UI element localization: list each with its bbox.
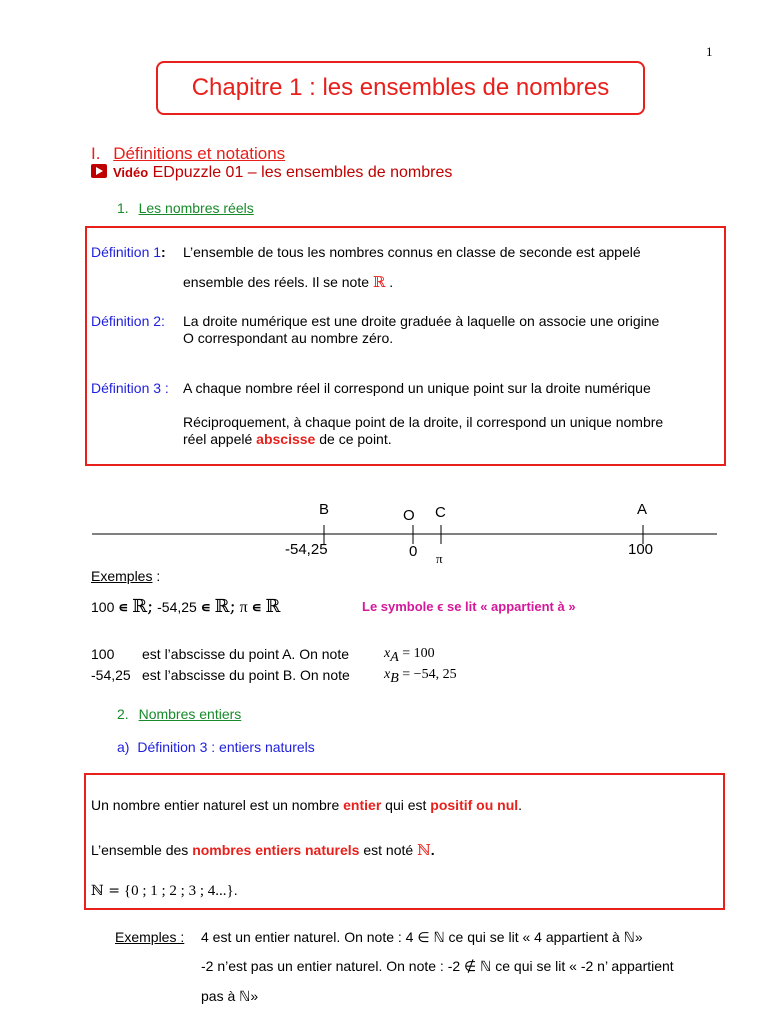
definition-2-text-1: La droite numérique est une droite graduée à laquelle on associe une origine (183, 313, 660, 329)
naturals-line-3 (91, 882, 238, 900)
page-number: 1 (706, 44, 713, 59)
definition-1-label: Définition 1 (91, 244, 162, 260)
nombres-entiers-naturels-keyword: nombres entiers naturels (192, 842, 360, 858)
abscissa-a-math (384, 646, 435, 666)
membership-neg: -54,25 (157, 599, 197, 615)
definition-3-text-2: Réciproquement, à chaque point de la droite, il correspond un unique nombre (183, 414, 664, 430)
play-icon[interactable] (91, 164, 107, 178)
subsection-1-heading (117, 200, 254, 216)
membership-line (91, 596, 280, 617)
naturals-line-1 (91, 797, 522, 813)
math-sub: A (390, 649, 399, 665)
examples-2-line-2: -2 n’est pas un entier naturel. On note : -2 ∉ ℕ ce qui se lit « -2 n’ appartient (201, 958, 674, 974)
element-of-symbol: ∊ (118, 599, 129, 615)
abscissa-b-math (384, 667, 457, 687)
subsection-1-number: 1. (117, 200, 129, 216)
naturals-l2-a: L’ensemble des (91, 842, 189, 858)
video-line[interactable] (91, 164, 452, 182)
math-x: x (384, 646, 391, 661)
subsection-1-title: Les nombres réels (138, 200, 254, 216)
examples-1-heading (91, 568, 160, 584)
entier-keyword: entier (343, 797, 382, 813)
symbol-note: Le symbole ϵ se lit « appartient à » (362, 599, 576, 614)
abscissa-b-value: -54,25 (91, 667, 131, 683)
naturals-symbol: ℕ (417, 841, 431, 859)
abscisse-keyword: abscisse (256, 431, 316, 447)
section-heading (91, 144, 285, 164)
subsection-2-title: Nombres entiers (138, 706, 242, 722)
definition-3-text-1: A chaque nombre réel il correspond un unique point sur la droite numérique (183, 380, 651, 396)
section-number: I. (91, 144, 101, 163)
naturals-l2-c: est noté (363, 842, 414, 858)
video-title[interactable]: EDpuzzle 01 – les ensembles de nombres (152, 164, 453, 181)
naturals-set-elements: {0 ; 1 ; 2 ; 3 ; 4...} (123, 883, 234, 899)
section-title: Définitions et notations (113, 144, 286, 163)
reals-symbol: ℝ (372, 273, 386, 291)
positif-ou-nul-keyword: positif ou nul (430, 797, 519, 813)
naturals-l2-e: . (430, 842, 435, 858)
definition-3-text-3-a: réel appelé (183, 431, 253, 447)
math-x: x (384, 667, 391, 682)
definition-1-text-1: L’ensemble de tous les nombres connus en classe de seconde est appelé (183, 244, 641, 260)
examples-1-colon: : (156, 568, 161, 584)
video-label: Vidéo (113, 165, 149, 180)
naturals-l3-c: . (233, 882, 238, 898)
element-of-symbol: ∊ (251, 599, 262, 615)
subsection-2-number: 2. (117, 706, 129, 722)
abscissa-b-text: est l’abscisse du point B. On note (142, 667, 350, 683)
definition-1-text-2-body: ensemble des réels. Il se note (183, 274, 369, 290)
math-rest: = 100 (398, 646, 435, 661)
naturals-l1-a: Un nombre entier naturel est un nombre (91, 797, 340, 813)
chapter-title: Chapitre 1 : les ensembles de nombres (191, 74, 610, 101)
membership-100: 100 (91, 599, 115, 615)
reals-symbol: ℝ (265, 596, 281, 617)
definition-2-label: Définition 2: (91, 313, 165, 329)
point-o-letter: O (403, 507, 415, 524)
definition-1-line-1 (91, 244, 166, 260)
subsection-2a-title: Définition 3 : entiers naturels (137, 739, 315, 755)
point-c-value: π (436, 551, 443, 566)
naturals-set-equation: ℕ = (91, 883, 120, 899)
subsection-2a-label: a) (117, 739, 130, 755)
abscissa-a-value: 100 (91, 646, 115, 662)
definitions-box (85, 226, 726, 466)
membership-pi: π (239, 599, 248, 616)
reals-symbol: ℝ; (214, 596, 236, 617)
math-sub: B (390, 670, 399, 686)
examples-1-label: Exemples (91, 568, 153, 584)
point-b-letter: B (319, 501, 330, 518)
definition-1-text-2 (183, 273, 393, 291)
examples-2-line-3: pas à ℕ» (201, 988, 259, 1004)
naturals-line-2 (91, 841, 435, 859)
definition-1-end: . (389, 274, 394, 290)
subsection-2a-heading (117, 739, 315, 755)
definition-2-text-2: O correspondant au nombre zéro. (183, 330, 394, 346)
naturals-l1-e: . (518, 797, 523, 813)
subsection-2-heading (117, 706, 241, 722)
definition-3-text-3 (183, 431, 392, 447)
chapter-title-box (156, 61, 645, 115)
point-o-value: 0 (409, 543, 418, 560)
point-c-letter: C (435, 504, 446, 521)
element-of-symbol: ∊ (200, 599, 211, 615)
point-a-letter: A (637, 501, 648, 518)
number-line (0, 495, 768, 575)
abscissa-a-text: est l’abscisse du point A. On note (142, 646, 350, 662)
point-b-value: -54,25 (285, 541, 328, 558)
examples-2-label: Exemples : (115, 929, 185, 945)
definition-1-colon: : (161, 244, 166, 260)
examples-2-line-1: 4 est un entier naturel. On note : 4 ∈ ℕ ce qui se lit « 4 appartient à ℕ» (201, 929, 643, 945)
point-a-value: 100 (628, 541, 654, 558)
definition-3-text-3-c: de ce point. (319, 431, 392, 447)
reals-symbol: ℝ; (132, 596, 154, 617)
naturals-l1-c: qui est (385, 797, 427, 813)
math-rest: = −54, 25 (398, 667, 457, 682)
definition-3-label: Définition 3 : (91, 380, 169, 396)
